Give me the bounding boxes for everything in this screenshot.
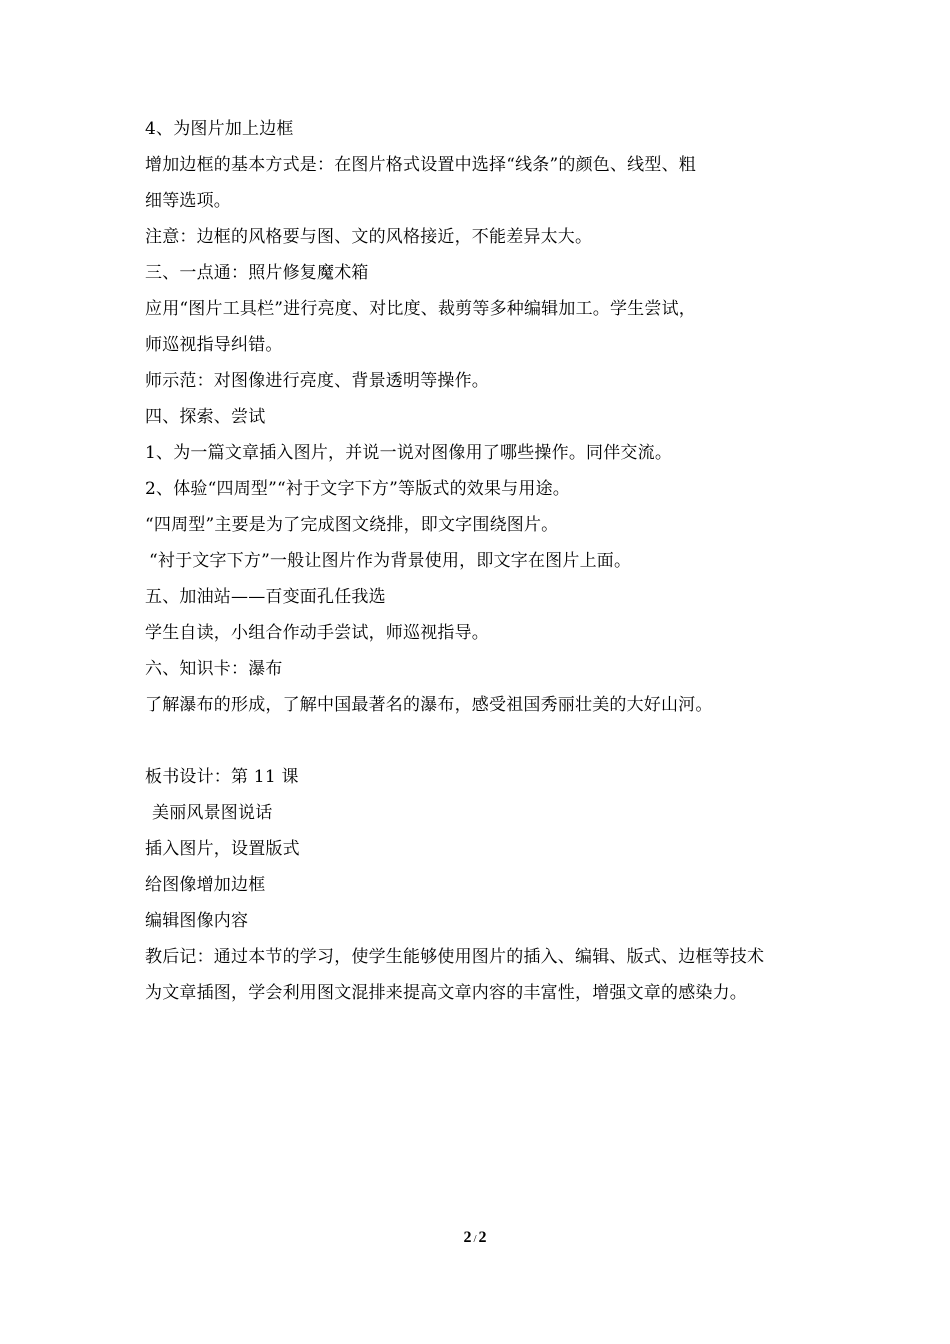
text-line: 2、体验“四周型”“衬于文字下方”等版式的效果与用途。 <box>145 479 570 499</box>
board-design-title: 板书设计：第 11 课 <box>145 767 299 787</box>
section-heading: 六、知识卡：瀑布 <box>145 659 283 679</box>
text-line: 应用“图片工具栏”进行亮度、对比度、裁剪等多种编辑加工。学生尝试， <box>145 299 696 319</box>
page-number <box>0 1228 950 1249</box>
text-line: 4、为图片加上边框 <box>145 119 294 139</box>
text-line: 1、为一篇文章插入图片，并说一说对图像用了哪些操作。同伴交流。 <box>145 443 673 463</box>
text-line: 师巡视指导纠错。 <box>145 335 283 355</box>
text-line: 师示范：对图像进行亮度、背景透明等操作。 <box>145 371 489 391</box>
board-design-item: 插入图片，设置版式 <box>145 839 300 859</box>
page-separator: / <box>473 1233 477 1245</box>
text-line: 了解瀑布的形成，了解中国最著名的瀑布，感受祖国秀丽壮美的大好山河。 <box>145 695 713 715</box>
text-line: 增加边框的基本方式是：在图片格式设置中选择“线条”的颜色、线型、粗 <box>145 155 696 175</box>
text-line: 注意：边框的风格要与图、文的风格接近，不能差异太大。 <box>145 227 593 247</box>
board-design-subtitle: 美丽风景图说话 <box>152 803 273 823</box>
reflection-text: 教后记：通过本节的学习，使学生能够使用图片的插入、编辑、版式、边框等技术 <box>145 947 765 967</box>
text-line: “衬于文字下方”一般让图片作为背景使用，即文字在图片上面。 <box>149 551 632 571</box>
reflection-text: 为文章插图，学会利用图文混排来提高文章内容的丰富性，增强文章的感染力。 <box>145 983 747 1003</box>
board-design-item: 编辑图像内容 <box>145 911 249 931</box>
total-pages: 2 <box>478 1229 487 1246</box>
text-line: 细等选项。 <box>145 191 231 211</box>
board-design-item: 给图像增加边框 <box>145 875 266 895</box>
text-line: “四周型”主要是为了完成图文绕排，即文字围绕图片。 <box>145 515 559 535</box>
text-line: 学生自读，小组合作动手尝试，师巡视指导。 <box>145 623 489 643</box>
section-heading: 三、一点通：照片修复魔术箱 <box>145 263 369 283</box>
section-heading: 五、加油站——百变面孔任我选 <box>145 587 386 607</box>
current-page: 2 <box>463 1229 472 1246</box>
section-heading: 四、探索、尝试 <box>145 407 266 427</box>
